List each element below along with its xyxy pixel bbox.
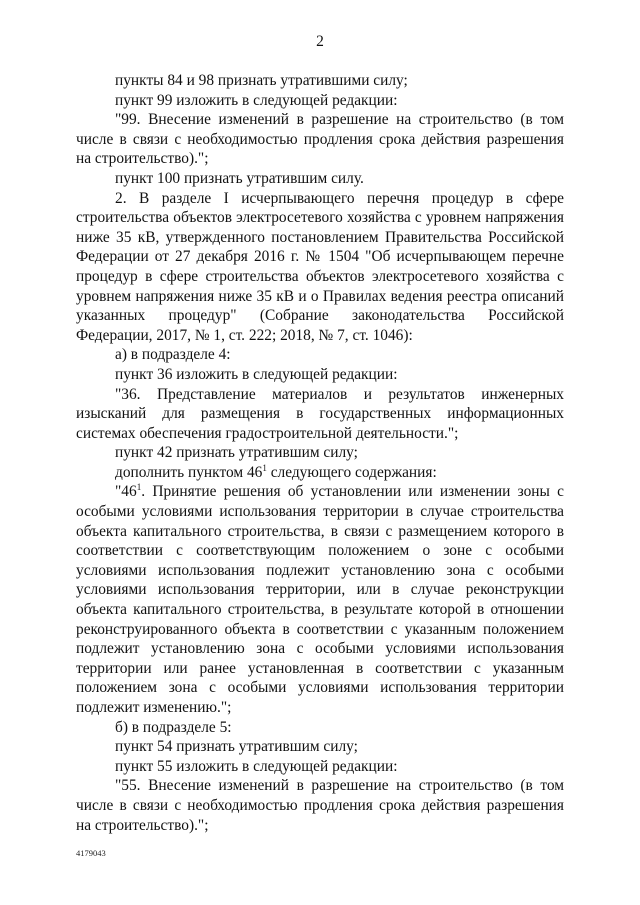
paragraph: "99. Внесение изменений в разрешение на строительство (в том числе в связи с необходимостью продления срока действия разрешения на строительство)."; — [76, 111, 564, 168]
paragraph — [76, 463, 564, 483]
paragraph: пункт 55 изложить в следующей редакции: — [115, 757, 398, 775]
paragraph-text: дополнить пунктом 46 — [115, 463, 263, 481]
paragraph: "36. Представление материалов и результатов инженерных изысканий для размещения в государственных информационных системах обеспечения градостроительной деятельности."; — [76, 385, 564, 442]
document-body — [76, 71, 564, 835]
paragraph-text: следующего содержания: — [266, 463, 437, 481]
paragraph — [76, 482, 564, 717]
document-code: 4179043 — [76, 848, 106, 858]
paragraph: пункты 84 и 98 признать утратившими силу; — [115, 72, 408, 89]
paragraph: 2. В разделе I исчерпывающего перечня процедур в сфере строительства объектов электросетевого хозяйства с уровнем напряжения ниже 35 кВ, утвержденного постановлением Правительства Российской Федерации от 27 декабря 2016 г. № 1504 "Об исчерпывающем перечне процедур в сфере строительства объектов электросетевого хозяйства с уровнем напряжения ниже 35 кВ и о Правилах ведения реестра описаний указанных процедур" (Собрание законодательства Российской Федерации, 2017, № 1, ст. 222; 2018, № 7, ст. 1046): — [76, 189, 564, 344]
paragraph: пункт 36 изложить в следующей редакции: — [115, 365, 398, 383]
page-number: 2 — [316, 33, 324, 50]
paragraph: пункт 54 признать утратившим силу; — [115, 738, 358, 756]
paragraph: а) в подразделе 4: — [115, 346, 231, 364]
superscript: 1 — [262, 462, 267, 473]
paragraph-text: . Принятие решения об установлении или изменении зоны с особыми условиями использования территории в случае строительства объекта капитального строительства, в связи с размещением которого в соответствии с соответствующим положением о зоне с особыми условиями использования подлежит установлению зона с особыми условиями использования территории, или в случае реконструкции объекта капитального строительства, в результате которой в отношении реконструированного объекта в соответствии с указанным положением подлежит установлению зона с особыми условиями использования территории или ранее установленная в соответствии с указанным положением зона с особыми условиями использования территории подлежит изменению."; — [76, 483, 564, 716]
paragraph: б) в подразделе 5: — [115, 718, 232, 736]
paragraph: пункт 99 изложить в следующей редакции: — [115, 91, 398, 109]
paragraph: пункт 100 признать утратившим силу. — [115, 169, 364, 187]
paragraph: пункт 42 признать утратившим силу; — [115, 444, 358, 462]
superscript: 1 — [136, 482, 142, 493]
paragraph-text: "46 — [115, 483, 137, 501]
paragraph: "55. Внесение изменений в разрешение на строительство (в том числе в связи с необходимостью продления срока действия разрешения на строительство)."; — [76, 777, 564, 834]
